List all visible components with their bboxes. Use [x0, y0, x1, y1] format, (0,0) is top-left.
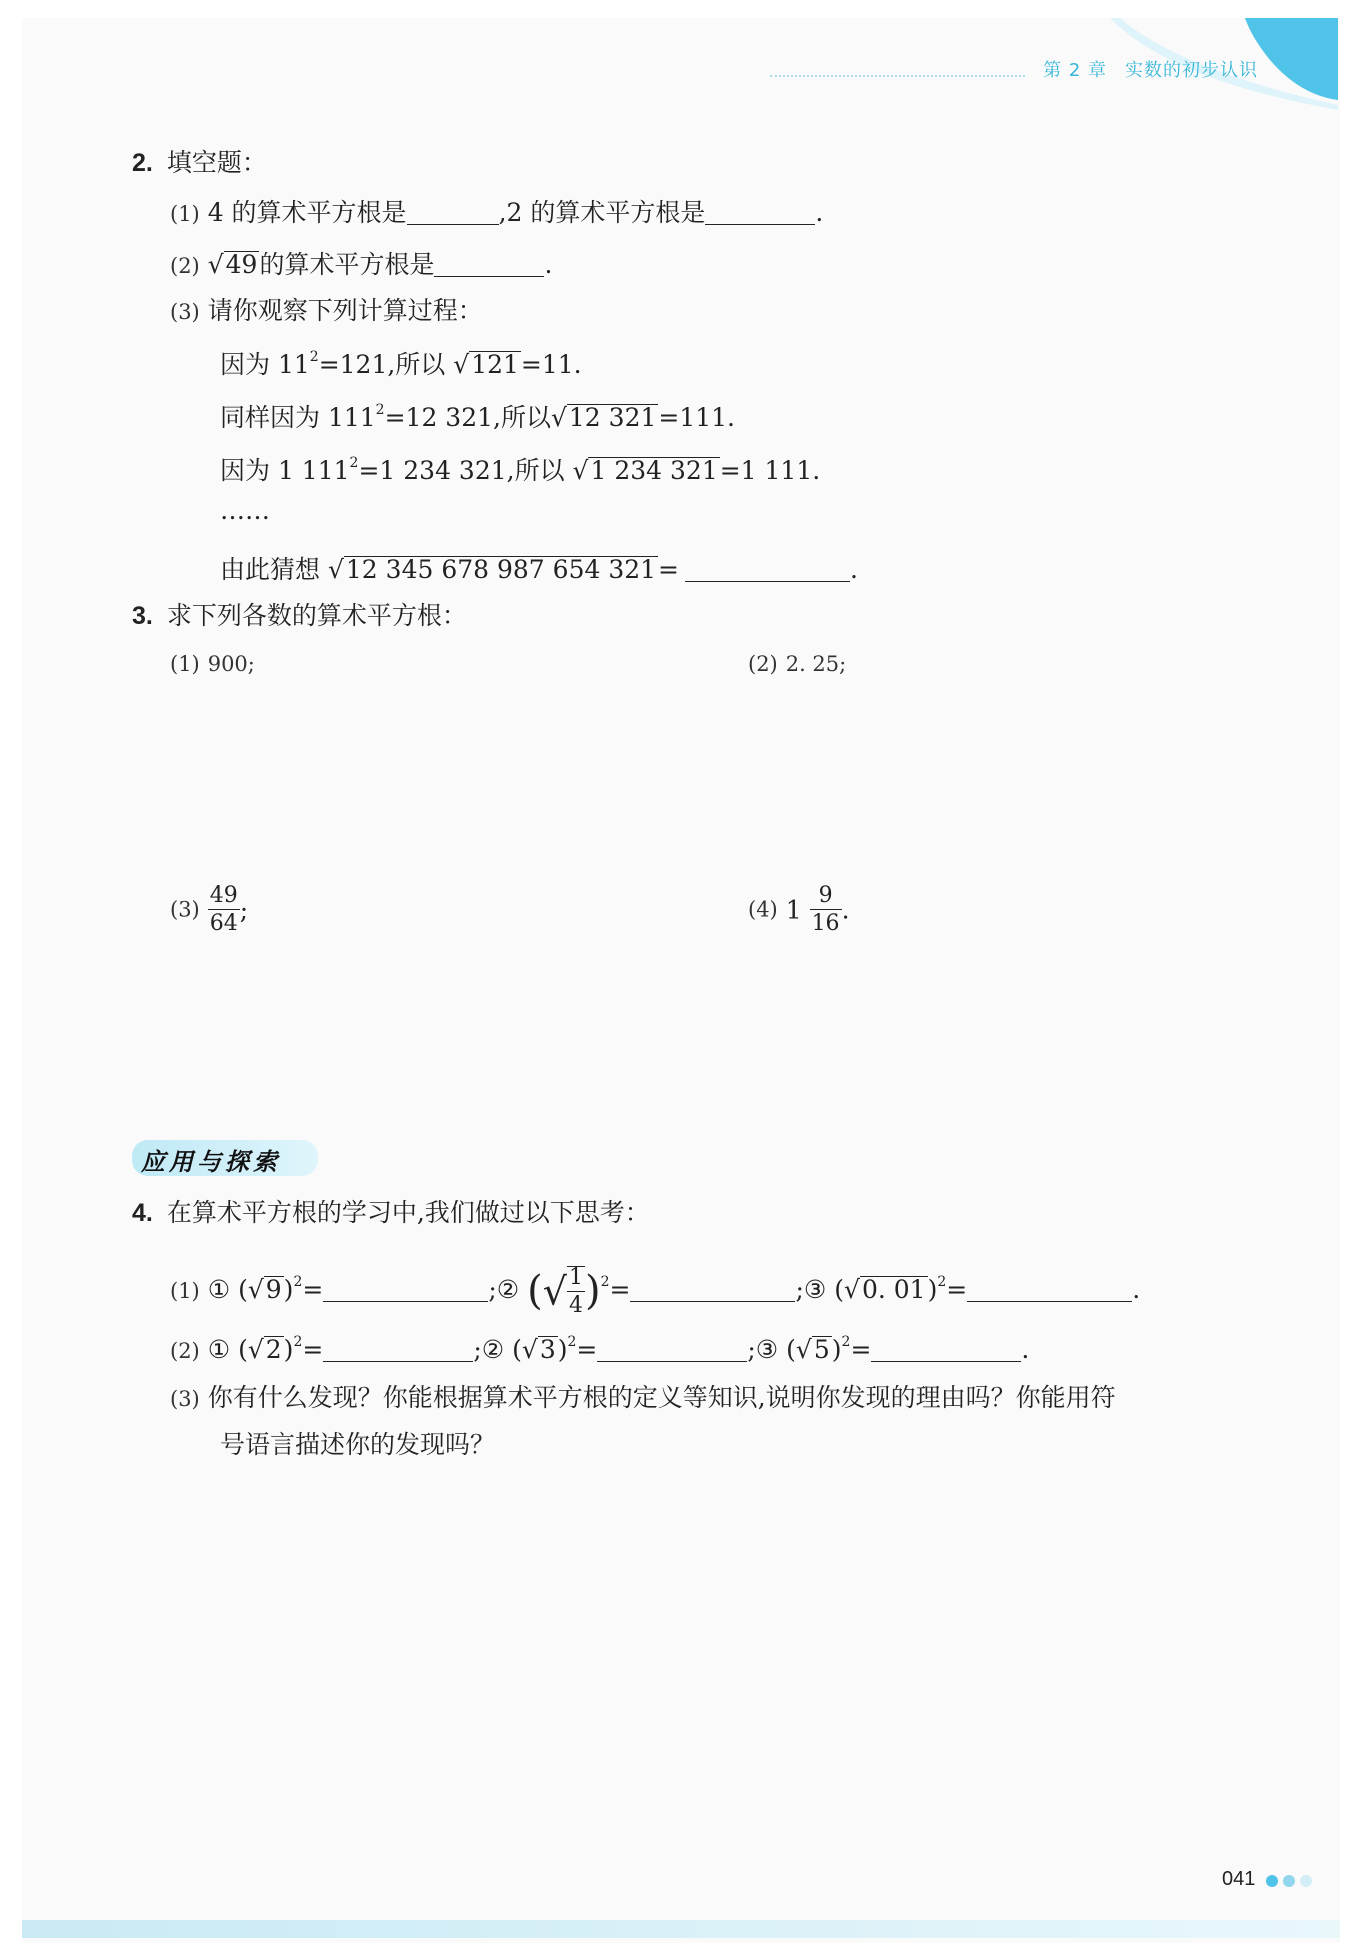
mixed-whole: 1: [785, 895, 802, 925]
exponent: 2: [567, 1334, 577, 1350]
circled-number: ①: [207, 1275, 231, 1304]
calc-text: 同样因为 111: [220, 403, 376, 432]
sqrt-expression: √5: [795, 1335, 830, 1364]
exponent: 2: [937, 1274, 947, 1290]
calc-text: =111.: [658, 403, 736, 432]
denominator: 64: [209, 911, 238, 936]
answer-blank[interactable]: [323, 1335, 473, 1362]
equals: =: [302, 1275, 324, 1304]
exponent: 2: [600, 1274, 610, 1290]
part-label: (3): [170, 897, 200, 922]
question-number: 4.: [132, 1199, 153, 1227]
calc-line-3: [220, 456, 820, 484]
question-3-heading: [132, 603, 467, 629]
period: .: [815, 198, 824, 227]
q3-part-1: [170, 650, 255, 675]
q4-part-1: (1) ① $(√9)^2=$ ;② (√ $\frac{1}{4}$ )$^2$= ;③ (√0. 01)$^2$= .: [170, 1265, 1141, 1318]
header-corner-decoration: [0, 0, 1350, 110]
page-dot-icon: [1300, 1875, 1312, 1887]
radicand: 12 321: [568, 403, 657, 432]
q3-p2-value: 2. 25;: [785, 652, 847, 676]
part-label: (1): [170, 202, 200, 226]
page-dot-icon: [1283, 1875, 1295, 1887]
calc-text: 由此猜想: [220, 555, 321, 584]
numerator: 1: [568, 1265, 583, 1290]
circled-number: ②: [496, 1275, 520, 1304]
denominator: 16: [811, 911, 840, 936]
period: .: [1132, 1275, 1141, 1304]
question-4-heading: [132, 1200, 650, 1226]
q3-part-3: [170, 885, 248, 935]
radicand: 49: [225, 250, 258, 279]
radicand: 1 234 321: [590, 456, 718, 485]
q2-part-3-intro: [170, 298, 483, 323]
page-number: 041: [1222, 1868, 1256, 1890]
equals: =: [850, 1335, 872, 1364]
sqrt-expression: √12 345 678 987 654 321: [327, 555, 657, 584]
semicolon: ;: [239, 895, 249, 925]
answer-blank[interactable]: [705, 198, 815, 225]
circled-number: ②: [481, 1335, 505, 1364]
calc-text: 因为 11: [220, 350, 310, 379]
equals: =: [302, 1335, 324, 1364]
exponent: 2: [349, 455, 359, 471]
radicand: 0. 01: [861, 1275, 926, 1304]
q2-part-2: [170, 250, 552, 278]
radicand: 3: [539, 1335, 556, 1364]
exponent: 2: [293, 1274, 303, 1290]
circled-number: ③: [803, 1275, 827, 1304]
circled-number: ①: [207, 1335, 231, 1364]
q2-p3-intro: 请你观察下列计算过程：: [207, 296, 483, 325]
sqrt-expression: √3: [521, 1335, 556, 1364]
calc-text: =11.: [520, 350, 582, 379]
calc-text: =: [658, 555, 679, 584]
sqrt-expression: √0. 01: [844, 1275, 926, 1304]
sqrt-expression: √1 234 321: [572, 456, 718, 485]
circled-number: ③: [755, 1335, 779, 1364]
q3-part-4: [748, 885, 850, 935]
calc-text: =1 234 321,所以: [358, 456, 565, 485]
separator: ;: [747, 1335, 756, 1364]
exponent: 2: [309, 349, 319, 365]
sqrt-expression: √121: [453, 350, 519, 379]
question-number: 3.: [132, 602, 153, 630]
question-number: 2.: [132, 149, 153, 177]
part-label: (2): [170, 1339, 200, 1363]
exponent: 2: [375, 402, 385, 418]
fraction: [567, 1266, 585, 1317]
page-dot-icon: [1266, 1875, 1278, 1887]
separator: ;: [488, 1275, 497, 1304]
q4-part-3-line-2: 号语言描述你的发现吗？: [220, 1430, 496, 1459]
question-2-heading: [132, 150, 267, 176]
q2-p1-text-b: ,2 的算术平方根是: [498, 198, 706, 227]
period: .: [544, 250, 553, 279]
answer-blank[interactable]: [967, 1275, 1132, 1302]
part-label: (3): [170, 1387, 200, 1411]
answer-blank[interactable]: [407, 198, 499, 225]
chapter-number: 第 2 章: [1043, 60, 1107, 81]
calc-line-2: [220, 403, 735, 431]
part-label: (3): [170, 300, 200, 324]
q4-p3-text: 你有什么发现？你能根据算术平方根的定义等知识,说明你发现的理由吗？你能用符: [207, 1383, 1116, 1412]
sqrt-fraction: √ $\frac{1}{4}$: [542, 1265, 583, 1318]
radicand: 2: [265, 1335, 282, 1364]
q2-p2-text: 的算术平方根是: [259, 250, 435, 279]
q2-p1-text-a: 4 的算术平方根是: [207, 198, 407, 227]
question-title: 在算术平方根的学习中,我们做过以下思考：: [166, 1198, 650, 1227]
equals: =: [576, 1335, 598, 1364]
part-label: (1): [170, 1279, 200, 1303]
part-label: (1): [170, 652, 200, 676]
answer-blank[interactable]: [630, 1275, 795, 1302]
chapter-title: [1043, 56, 1258, 82]
period: .: [850, 555, 858, 584]
exponent: 2: [293, 1334, 303, 1350]
q4-part-3-line-1: [170, 1385, 1116, 1410]
radicand: 9: [265, 1275, 282, 1304]
part-label: (2): [170, 254, 200, 278]
calc-text: 因为 1 111: [220, 456, 350, 485]
answer-blank[interactable]: [871, 1335, 1021, 1362]
part-label: (2): [748, 652, 778, 676]
fraction: [208, 885, 240, 935]
sqrt-expression: √12 321: [550, 403, 657, 432]
section-label: 应用与探索: [141, 1148, 281, 1176]
calc-text: =1 111.: [719, 456, 821, 485]
footer-bar: [22, 1920, 1340, 1938]
sqrt-expression: √9: [247, 1275, 282, 1304]
radicand: 5: [813, 1335, 830, 1364]
header-dotted-line: [770, 75, 1025, 77]
radicand: 121: [471, 350, 519, 379]
answer-blank[interactable]: [323, 1275, 488, 1302]
calc-line-1: [220, 350, 582, 378]
numerator: 9: [810, 885, 842, 910]
sqrt-expression: √2: [247, 1335, 282, 1364]
q2-part-1: [170, 198, 823, 225]
answer-blank[interactable]: [597, 1335, 747, 1362]
page-header: [0, 0, 1350, 110]
separator: ;: [795, 1275, 804, 1304]
ellipsis: ……: [220, 496, 270, 525]
part-label: (4): [748, 897, 778, 922]
fraction: [810, 885, 842, 935]
period: .: [841, 895, 850, 925]
calc-text: =12 321,所以: [384, 403, 551, 432]
equals: =: [609, 1275, 631, 1304]
equals: =: [946, 1275, 968, 1304]
chapter-name: 实数的初步认识: [1125, 60, 1258, 81]
numerator: 49: [209, 883, 238, 908]
guess-line: [220, 555, 858, 583]
calc-text: =121,所以: [318, 350, 446, 379]
q3-p1-value: 900;: [207, 652, 255, 676]
question-title: 填空题：: [166, 148, 267, 177]
q3-part-2: [748, 650, 846, 675]
answer-blank[interactable]: [434, 250, 544, 277]
q4-part-2: (2) ① $(√2)^2=$ ;② $(√3)^2=$ ;③ $(√5)^2=$ .: [170, 1334, 1030, 1364]
answer-blank[interactable]: [685, 555, 850, 582]
sqrt-expression: √49: [207, 250, 258, 279]
radicand: 12 345 678 987 654 321: [345, 555, 657, 584]
exponent: 2: [841, 1334, 851, 1350]
separator: ;: [473, 1335, 482, 1364]
period: .: [1021, 1335, 1030, 1364]
denominator: 4: [568, 1293, 583, 1318]
question-title: 求下列各数的算术平方根：: [166, 601, 467, 630]
